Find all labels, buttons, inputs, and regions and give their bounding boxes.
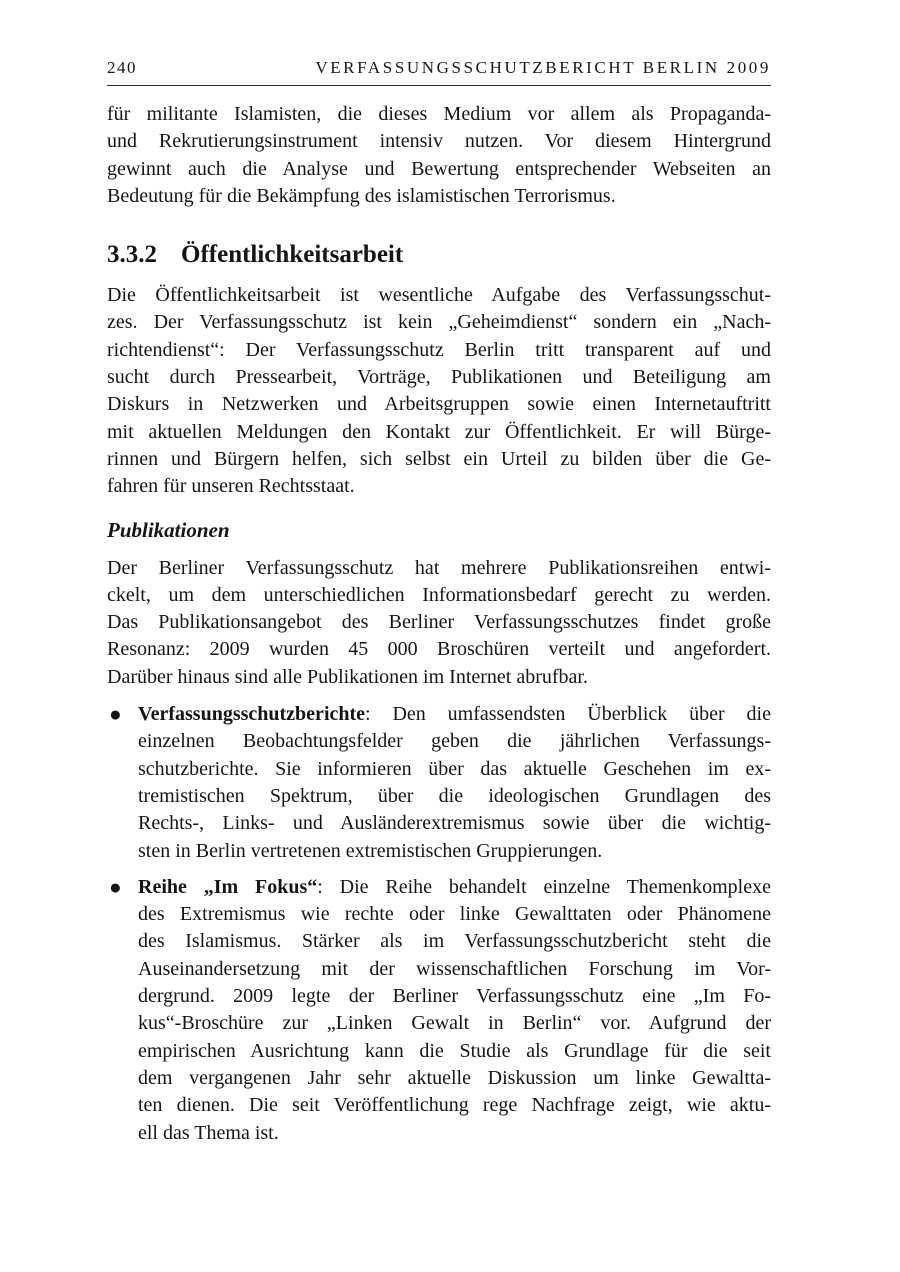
text-line: Diskurs in Netzwerken und Arbeitsgruppen sowie einen Internetauftritt — [107, 393, 771, 416]
bullet-verfassungsschutzberichte — [107, 701, 771, 865]
text-line: für militante Islamisten, die dieses Medium vor allem als Propaganda- — [107, 103, 771, 125]
bullet-icon: ● — [109, 702, 122, 727]
section-heading — [107, 240, 771, 270]
text-line: empirischen Ausrichtung kann die Studie als Grundlage für die seit — [138, 1039, 771, 1062]
text-line: schutzberichte. Sie informieren über das aktuelle Geschehen im ex- — [138, 757, 771, 780]
paragraph-intro — [107, 101, 771, 210]
running-title: VERFASSUNGSSCHUTZBERICHT BERLIN 2009 — [315, 58, 771, 77]
text-line: Der Berliner Verfassungsschutz hat mehrere Publikationsreihen entwi- — [107, 556, 771, 579]
text-line: dergrund. 2009 legte der Berliner Verfassungsschutz eine „Im Fo- — [138, 985, 771, 1008]
text-line: ten dienen. Die seit Veröffentlichung rege Nachfrage zeigt, wie aktu- — [138, 1094, 771, 1117]
section-number: 3.3.2 — [107, 241, 157, 269]
text-line: Auseinandersetzung mit der wissenschaftlichen Forschung im Vor- — [138, 957, 771, 980]
text-line: Die Öffentlichkeitsarbeit ist wesentliche Aufgabe des Verfassungsschut- — [107, 284, 771, 307]
text-line: Das Publikationsangebot des Berliner Verfassungsschutzes findet große — [107, 611, 771, 634]
text-line: tremistischen Spektrum, über die ideologischen Grundlagen des — [138, 784, 771, 807]
paragraph-publikationen — [107, 555, 771, 691]
text-line: mit aktuellen Meldungen den Kontakt zur Öffentlichkeit. Er will Bürge- — [107, 420, 771, 443]
text-line: ell das Thema ist. — [138, 1121, 279, 1144]
text-line: des Extremismus wie rechte oder linke Gewalttaten oder Phänomene — [138, 903, 771, 926]
subheading-publikationen: Publikationen — [107, 517, 230, 542]
text-line: zes. Der Verfassungsschutz ist kein „Geheimdienst“ sondern ein „Nach- — [107, 311, 771, 334]
text-line: Reihe „Im Fokus“: Die Reihe behandelt einzelne Themenkomplexe — [138, 875, 771, 898]
text-line: und Rekrutierungsinstrument intensiv nutzen. Vor diesem Hintergrund — [107, 130, 771, 153]
text-line: kus“-Broschüre zur „Linken Gewalt in Berlin“ vor. Aufgrund der — [138, 1012, 771, 1035]
text-line: rinnen und Bürgern helfen, sich selbst ein Urteil zu bilden über die Ge- — [107, 447, 771, 470]
bullet-lead-bold: Verfassungsschutzberichte — [138, 703, 366, 726]
publication-bullet-list — [107, 701, 771, 1147]
text-line: dem vergangenen Jahr sehr aktuelle Diskussion um linke Gewaltta- — [138, 1066, 771, 1089]
text-line: Rechts-, Links- und Ausländerextremismus sowie über die wichtig- — [138, 812, 771, 835]
text-line: Resonanz: 2009 wurden 45 000 Broschüren verteilt und angefordert. — [107, 638, 771, 661]
text-line: sten in Berlin vertretenen extremistischen Gruppierungen. — [138, 839, 603, 862]
text-line: einzelnen Beobachtungsfelder geben die jährlichen Verfassungs- — [138, 730, 771, 753]
text-line: Verfassungsschutzberichte: Den umfassendsten Überblick über die — [138, 703, 771, 726]
running-header — [107, 58, 771, 86]
bullet-reihe-im-fokus — [107, 874, 771, 1147]
text-line: gewinnt auch die Analyse und Bewertung entsprechender Webseiten an — [107, 157, 771, 180]
bullet-text — [138, 874, 771, 1147]
text-line: fahren für unseren Rechtsstaat. — [107, 475, 355, 498]
bullet-icon: ● — [109, 874, 122, 899]
text-column — [107, 101, 771, 1147]
text-line: des Islamismus. Stärker als im Verfassungsschutzbericht steht die — [138, 930, 771, 953]
bullet-text — [138, 701, 771, 865]
paragraph-oeffentlichkeitsarbeit — [107, 282, 771, 500]
text-line: ckelt, um dem unterschiedlichen Informationsbedarf gerecht zu werden. — [107, 583, 771, 606]
section-title: Öffentlichkeitsarbeit — [181, 241, 404, 269]
text-line: Bedeutung für die Bekämpfung des islamistischen Terrorismus. — [107, 184, 616, 207]
text-line: Darüber hinaus sind alle Publikationen im Internet abrufbar. — [107, 665, 588, 688]
bullet-lead-bold: Reihe „Im Fokus“ — [138, 875, 318, 898]
text-line: sucht durch Pressearbeit, Vorträge, Publikationen und Beteiligung am — [107, 366, 771, 389]
page-number: 240 — [107, 58, 137, 77]
text-line: richtendienst“: Der Verfassungsschutz Berlin tritt transparent auf und — [107, 338, 771, 361]
